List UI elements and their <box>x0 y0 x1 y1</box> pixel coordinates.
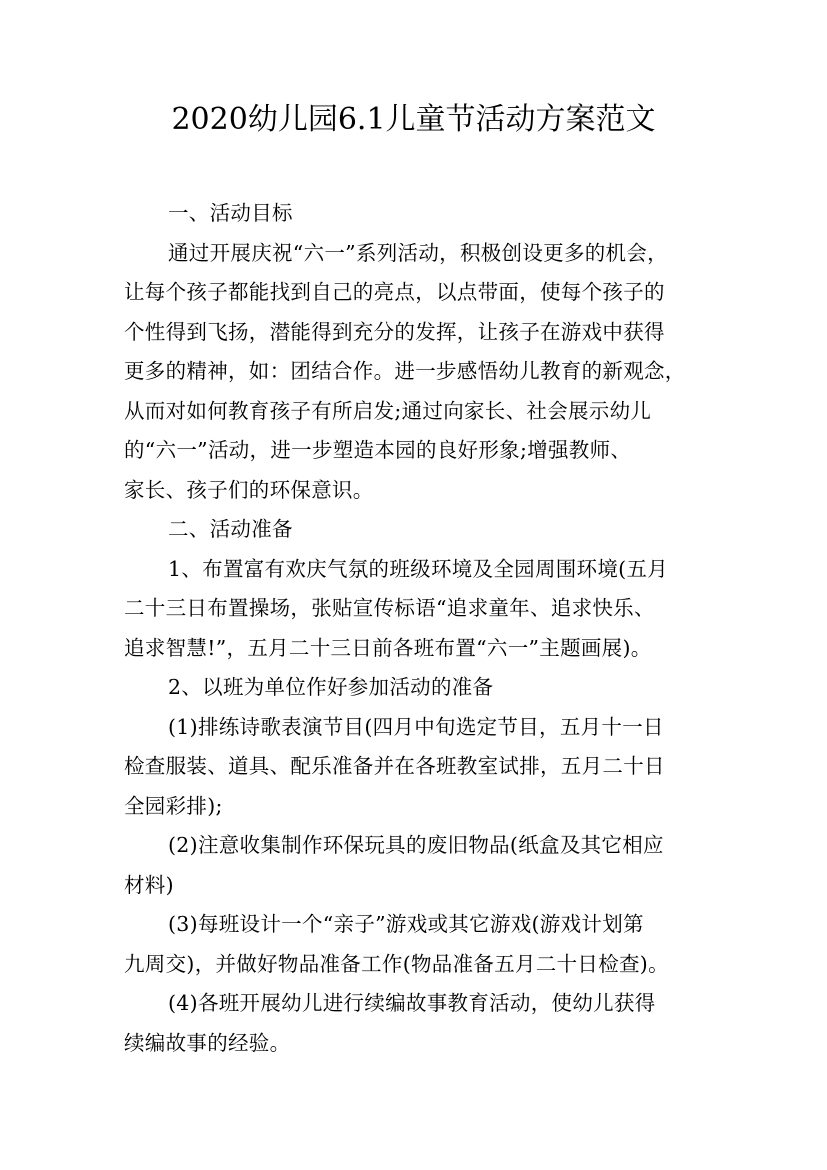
body-text-line: 九周交)，并做好物品准备工作(物品准备五月二十日检查)。 <box>124 951 669 976</box>
body-text-line: 的“六一”活动，进一步塑造本园的良好形象;增强教师、 <box>124 438 632 462</box>
body-text-line: 让每个孩子都能找到自己的亮点，以点带面，使每个孩子的 <box>124 280 665 304</box>
body-text-line: (2)注意收集制作环保玩具的废旧物品(纸盒及其它相应 <box>168 833 664 857</box>
body-text-line: 二、活动准备 <box>168 517 293 541</box>
body-text-line: 检查服装、道具、配乐准备并在各班教室试排，五月二十日 <box>124 754 665 778</box>
body-text-line: 个性得到飞扬，潜能得到充分的发挥，让孩子在游戏中获得 <box>124 319 665 344</box>
body-text-line: (1)排练诗歌表演节目(四月中旬选定节目，五月十一日 <box>168 714 664 739</box>
body-text-line: 2、以班为单位作好参加活动的准备 <box>168 675 494 699</box>
body-text-line: 材料) <box>124 872 174 897</box>
body-text-line: (3)每班设计一个“亲子”游戏或其它游戏(游戏计划第 <box>168 912 644 936</box>
body-text-line: 家长、孩子们的环保意识。 <box>124 477 374 502</box>
body-text-line: 二十三日布置操场，张贴宣传标语“追求童年、追求快乐、 <box>124 596 655 620</box>
body-text-line: 全园彩排); <box>124 793 223 818</box>
body-text-line: 追求智慧!”，五月二十三日前各班布置“六一”主题画展)。 <box>124 635 652 660</box>
body-text-line: 更多的精神，如：团结合作。进一步感悟幼儿教育的新观念， <box>124 359 686 383</box>
body-text-line: 一、活动目标 <box>168 201 293 225</box>
body-text-line: (4)各班开展幼儿进行续编故事教育活动，使幼儿获得 <box>168 991 656 1015</box>
body-text-line: 通过开展庆祝“六一”系列活动，积极创设更多的机会， <box>168 240 668 265</box>
body-text-line: 续编故事的经验。 <box>124 1030 291 1055</box>
document-body <box>124 194 710 1063</box>
body-text-line: 1、布置富有欢庆气氛的班级环境及全园周围环境(五月 <box>168 556 669 581</box>
page-title: 2020幼儿园6.1儿童节活动方案范文 <box>171 102 656 137</box>
body-text-line: 从而对如何教育孩子有所启发;通过向家长、社会展示幼儿 <box>124 398 652 423</box>
